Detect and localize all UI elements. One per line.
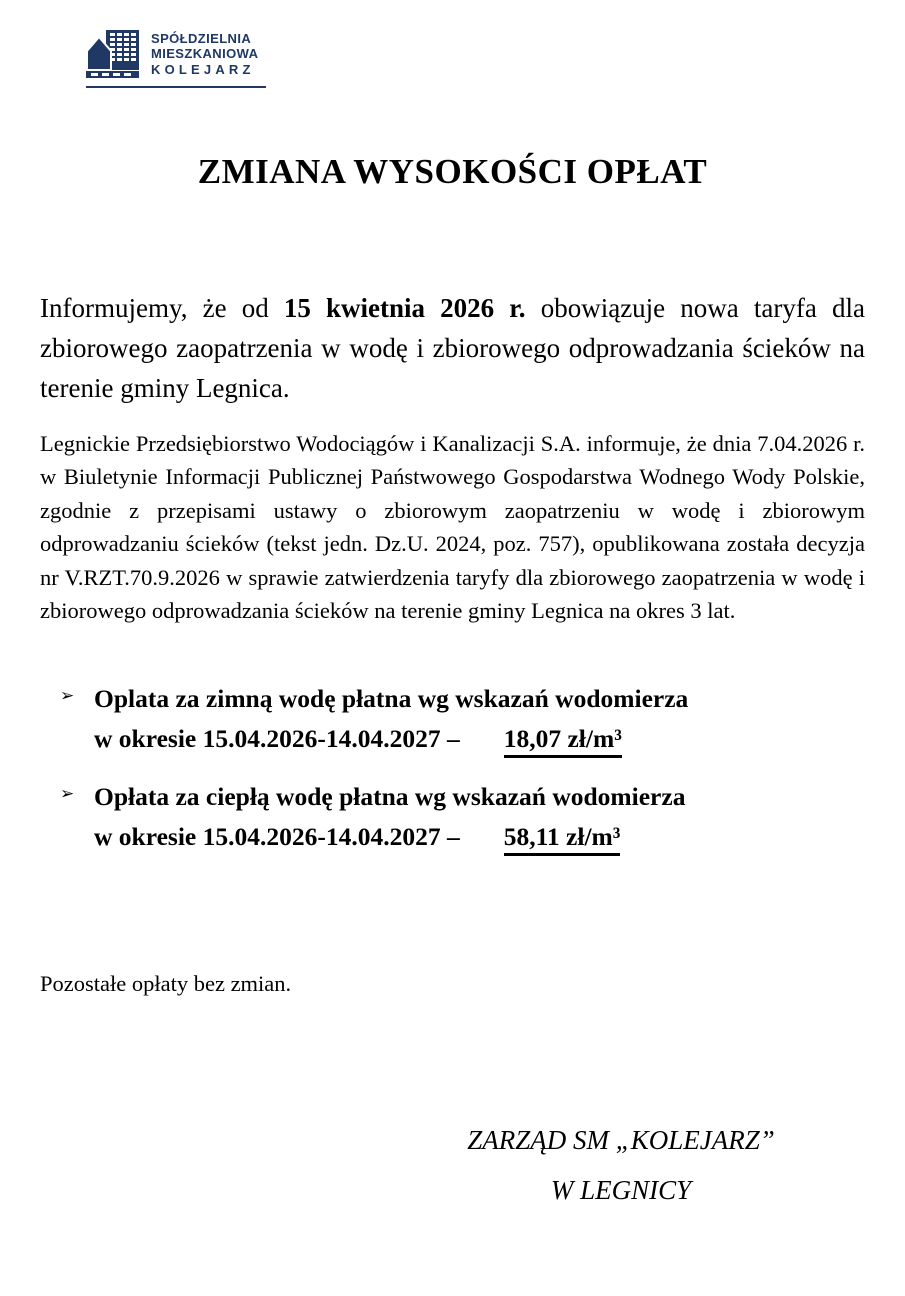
hot-water-line2: w okresie 15.04.2026-14.04.2027 – [94, 822, 460, 852]
signature-line-1: ZARZĄD SM „KOLEJARZ” [467, 1125, 775, 1155]
logo [86, 30, 268, 88]
signature-line-2: W LEGNICY [550, 1175, 692, 1205]
list-item-hot-water [60, 777, 860, 857]
cold-water-rate-text [94, 679, 860, 759]
cold-water-price: 18,07 zł/m³ [504, 724, 622, 758]
body-paragraph: Legnickie Przedsiębiorstwo Wodociągów i Kanalizacji S.A. informuje, że dnia 7.04.2026 r. w Biuletynie Informacji Publicznej Państwowego Gospodarstwa Wodnego Wody Polskie, zgodnie z przepisami ustawy o zbiorowym zaopatrzeniu w wodę i zbiorowym odprowadzaniu ścieków (tekst jedn. Dz.U. 2024, poz. 757), opublikowana została decyzja nr V.RZT.70.9.2026 w sprawie zatwierdzenia taryfy dla zbiorowego zaopatrzenia w wodę i zbiorowego odprowadzania ścieków na terenie gminy Legnica na okres 3 lat. [40, 431, 865, 624]
hot-water-rate-text [94, 777, 860, 857]
closing-note: Pozostałe opłaty bez zmian. [40, 971, 292, 997]
logo-text [151, 30, 258, 77]
hot-water-price: 58,11 zł/m³ [504, 822, 621, 856]
cold-water-line1: Oplata za zimną wodę płatna wg wskazań wodomierza [94, 684, 689, 714]
intro-text-after: obowiązuje nowa taryfa dla zbiorowego zaopatrzenia w wodę i zbiorowego odprowadzania ścieków na terenie gminy Legnica. [40, 293, 866, 403]
notice-page [0, 30, 905, 1296]
intro-paragraph [40, 288, 865, 408]
arrowhead-bullet-icon: ➢ [60, 686, 75, 707]
logo-line-1: SPÓŁDZIELNIA [151, 31, 252, 46]
intro-date-bold: 15 kwietnia 2026 r. [283, 293, 526, 323]
logo-line-2: MIESZKANIOWA [151, 46, 259, 62]
arrowhead-bullet-icon: ➢ [60, 784, 75, 805]
hot-water-line1: Opłata za ciepłą wodę płatna wg wskazań wodomierza [94, 782, 686, 812]
signature [411, 1115, 831, 1215]
list-item-cold-water [60, 679, 860, 759]
rates-list [60, 679, 860, 857]
building-house-logo-icon [86, 30, 142, 83]
page-title: ZMIANA WYSOKOŚCI OPŁAT [197, 152, 708, 191]
cold-water-line2: w okresie 15.04.2026-14.04.2027 – [94, 724, 460, 754]
intro-text-before: Informujemy, że od [40, 293, 284, 323]
logo-underline [86, 86, 266, 88]
logo-line-3: KOLEJARZ [151, 61, 255, 77]
